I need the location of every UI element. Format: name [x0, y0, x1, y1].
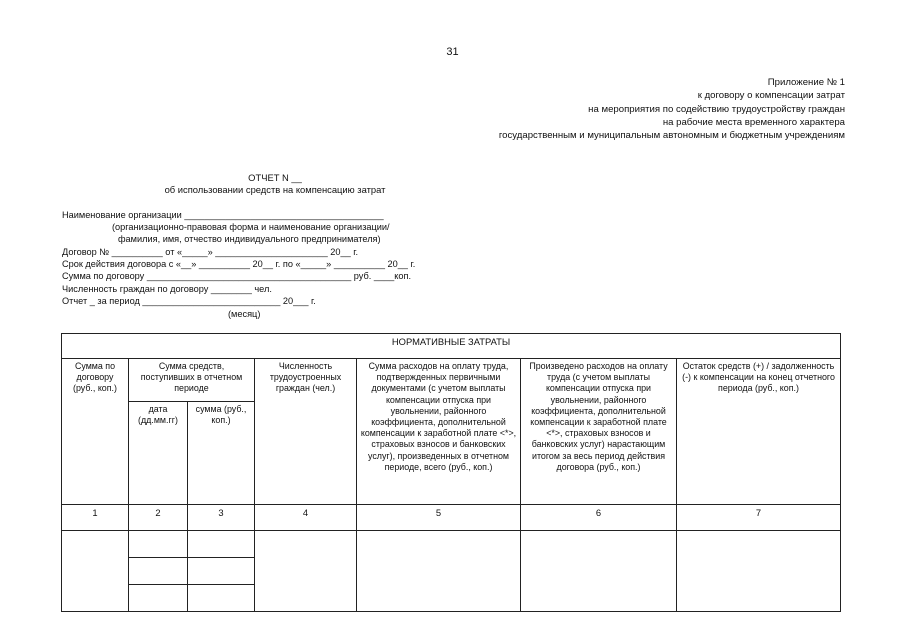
appendix-line: на рабочие места временного характера — [662, 116, 845, 128]
contract-term-line: Срок действия договора с «__» __________ 20__ г. по «_____» __________ 20__ г. — [62, 259, 416, 269]
contract-sum-line: Сумма по договору ________________________________________ руб. ____коп. — [62, 271, 412, 281]
header-date: дата (дд.мм.гг) — [129, 402, 188, 505]
table-row — [62, 531, 841, 558]
appendix-line: государственным и муниципальным автономным и бюджетным учреждениям — [498, 130, 845, 142]
column-number: 6 — [521, 505, 677, 531]
headcount-line: Численность граждан по договору ________ чел. — [62, 284, 272, 294]
header-period-expenses: Сумма расходов на оплату труда, подтвержденных первичными документами (с учетом выплаты компенсации отпуска при увольнении, районного коэффициента, дополнительной компенсации к заработной плате <*>, страховых взносов и банковских услуг), произведенных в отчетном периоде, всего (руб., коп.) — [357, 359, 521, 505]
empty-cell[interactable] — [129, 558, 188, 585]
header-employed-count: Численность трудоустроенных граждан (чел.) — [255, 359, 357, 505]
empty-cell[interactable] — [677, 531, 841, 612]
contract-line: Договор № __________ от «_____» ______________________ 20__ г. — [62, 247, 359, 257]
empty-cell[interactable] — [188, 531, 255, 558]
period-hint: (месяц) — [228, 309, 261, 319]
column-number: 2 — [129, 505, 188, 531]
header-amount: сумма (руб., коп.) — [188, 402, 255, 505]
header-cumulative-expenses: Произведено расходов на оплату труда (с учетом выплаты компенсации отпуска при увольнении, районного коэффициента, дополнительной компенсации к заработной плате <*>, страховых взносов и банковских услуг) нарастающим итогом за весь период действия договора (руб., коп.) — [521, 359, 677, 505]
empty-cell[interactable] — [255, 531, 357, 612]
report-period-line: Отчет _ за период ___________________________ 20___ г. — [62, 296, 316, 306]
empty-cell[interactable] — [188, 585, 255, 612]
report-title: ОТЧЕТ N __ — [248, 172, 302, 183]
appendix-line: к договору о компенсации затрат — [697, 90, 845, 102]
org-name-line: Наименование организации _______________________________________ — [62, 210, 384, 220]
empty-cell[interactable] — [62, 531, 129, 612]
empty-cell[interactable] — [357, 531, 521, 612]
empty-cell[interactable] — [129, 585, 188, 612]
header-balance: Остаток средств (+) / задолженность (-) к компенсации на конец отчетного периода (руб., коп.) — [677, 359, 841, 505]
column-number: 4 — [255, 505, 357, 531]
org-hint-1: (организационно-правовая форма и наименование организации/ — [112, 222, 390, 232]
column-number: 3 — [188, 505, 255, 531]
column-number: 7 — [677, 505, 841, 531]
org-hint-2: фамилия, имя, отчество индивидуального предпринимателя) — [118, 234, 381, 244]
table-caption: НОРМАТИВНЫЕ ЗАТРАТЫ — [62, 334, 841, 359]
column-number: 1 — [62, 505, 129, 531]
appendix-line: Приложение № 1 — [767, 77, 845, 88]
header-received-funds: Сумма средств, поступивших в отчетном периоде — [129, 359, 255, 402]
appendix-block — [499, 76, 845, 142]
report-subtitle: об использовании средств на компенсацию затрат — [164, 184, 386, 195]
page-number: 31 — [446, 46, 459, 58]
appendix-line: на мероприятия по содействию трудоустройству граждан — [588, 103, 845, 115]
column-number-row — [62, 505, 841, 531]
empty-cell[interactable] — [129, 531, 188, 558]
empty-cell[interactable] — [188, 558, 255, 585]
header-contract-sum: Сумма по договору (руб., коп.) — [62, 359, 129, 505]
normative-costs-table — [61, 333, 841, 612]
empty-cell[interactable] — [521, 531, 677, 612]
column-number: 5 — [357, 505, 521, 531]
